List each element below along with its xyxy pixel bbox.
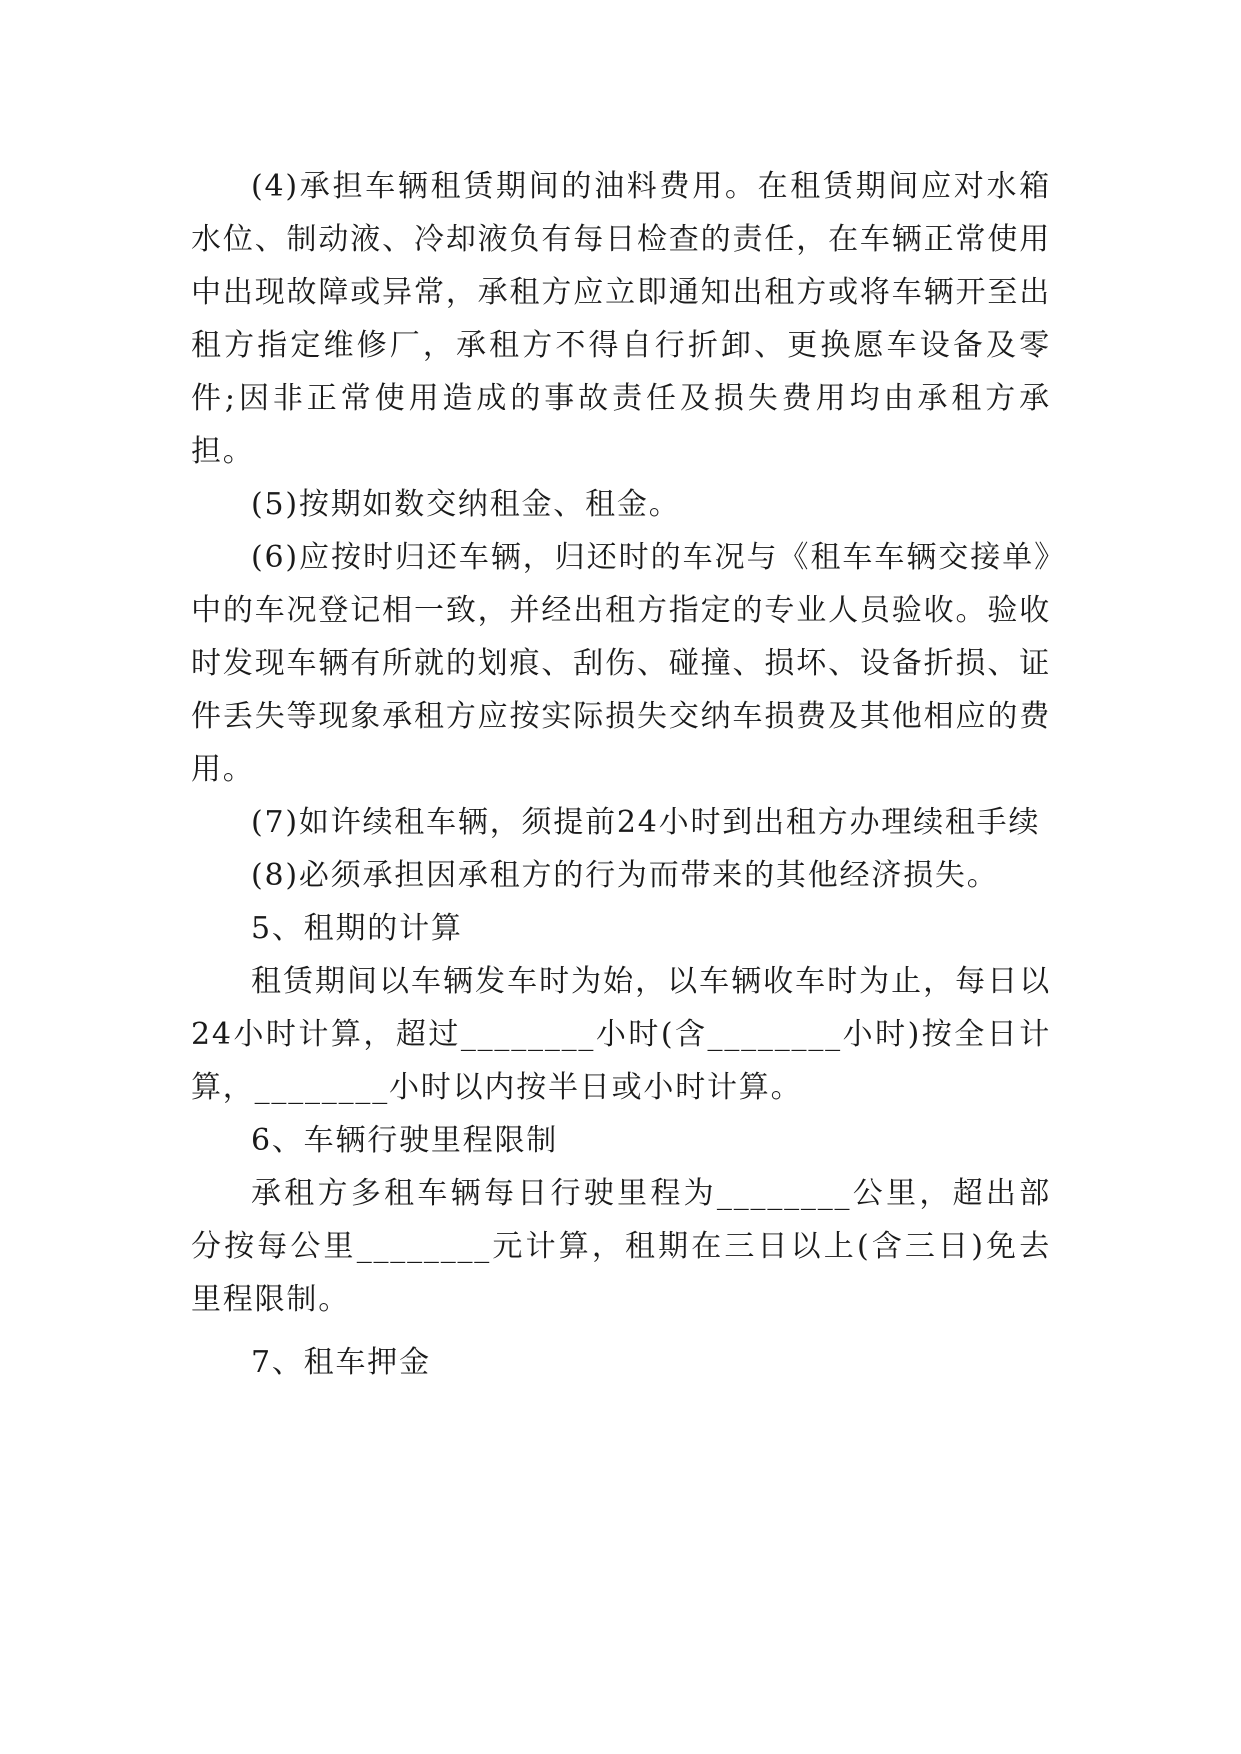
- clause-5-paragraph: (5)按期如数交纳租金、租金。: [251, 487, 681, 522]
- section-6-body: 承租方多租车辆每日行驶里程为________公里，超出部分按每公里________元计算，租期在三日以上(含三日)免去里程限制。: [191, 1176, 1051, 1317]
- section-7-heading: 7、租车押金: [251, 1345, 431, 1380]
- section-6-heading: 6、车辆行驶里程限制: [251, 1123, 559, 1158]
- section-spacer: [191, 1326, 1051, 1336]
- document-body: [191, 160, 1051, 1389]
- clause-6-paragraph: (6)应按时归还车辆，归还时的车况与《租车车辆交接单》中的车况登记相一致，并经出租方指定的专业人员验收。验收时发现车辆有所就的划痕、刮伤、碰撞、损坏、设备折损、证件丢失等现象承租方应按实际损失交纳车损费及其他相应的费用。: [191, 540, 1051, 787]
- clause-8-paragraph: (8)必须承担因承租方的行为而带来的其他经济损失。: [251, 858, 999, 893]
- clause-7-paragraph: (7)如许续租车辆，须提前24小时到出租方办理续租手续: [251, 805, 1041, 840]
- clause-4-paragraph: (4)承担车辆租赁期间的油料费用。在租赁期间应对水箱水位、制动液、冷却液负有每日检查的责任，在车辆正常使用中出现故障或异常，承租方应立即通知出租方或将车辆开至出租方指定维修厂，承租方不得自行折卸、更换愿车设备及零件;因非正常使用造成的事故责任及损失费用均由承租方承担。: [191, 169, 1051, 469]
- section-5-heading: 5、租期的计算: [251, 911, 463, 946]
- section-5-body: 租赁期间以车辆发车时为始，以车辆收车时为止，每日以24小时计算，超过________小时(含________小时)按全日计算，________小时以内按半日或小时计算。: [191, 964, 1051, 1105]
